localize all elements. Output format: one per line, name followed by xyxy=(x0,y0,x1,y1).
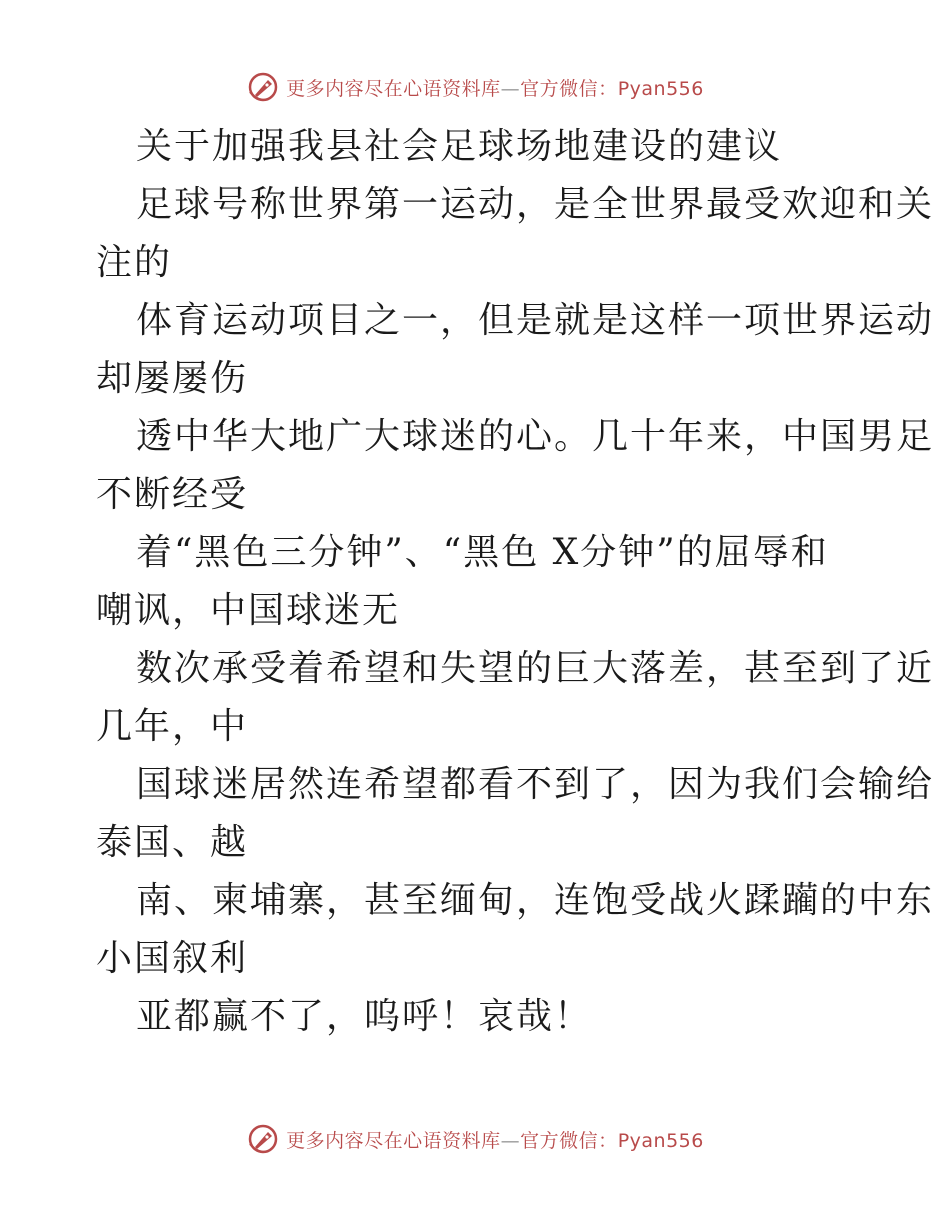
paragraph-line: 国球迷居然连希望都看不到了，因为我们会输给 xyxy=(136,764,935,805)
paragraph-line: 不断经受 xyxy=(96,474,249,515)
pen-nib-icon xyxy=(246,70,280,104)
paragraph-line: 数次承受着希望和失望的巨大落差，甚至到了近 xyxy=(136,648,935,689)
banner-separator: — xyxy=(500,1129,521,1152)
banner-separator: — xyxy=(500,77,521,100)
wechat-label: 官方微信： xyxy=(520,1129,618,1152)
paragraph-line: 小国叙利 xyxy=(96,938,249,979)
wechat-id: Pyan556 xyxy=(617,77,704,100)
document-body xyxy=(96,118,935,1046)
paragraph-line: 亚都赢不了，呜呼！哀哉！ xyxy=(136,996,593,1037)
paragraph-line: 体育运动项目之一，但是就是这样一项世界运动 xyxy=(136,300,935,341)
banner-text: 更多内容尽在心语资料库 xyxy=(286,77,501,100)
paragraph-line: 却屡屡伤 xyxy=(96,358,249,399)
wechat-id: Pyan556 xyxy=(617,1129,704,1152)
paragraph-line: 着“黑色三分钟”、“黑色 X分钟”的屈辱和 xyxy=(136,532,829,573)
paragraph-line: 泰国、越 xyxy=(96,822,249,863)
banner-text: 更多内容尽在心语资料库 xyxy=(286,1129,501,1152)
paragraph-line: 透中华大地广大球迷的心。几十年来，中国男足 xyxy=(136,416,935,457)
paragraph-line: 注的 xyxy=(96,242,173,283)
footer-watermark-banner xyxy=(0,1122,950,1156)
header-watermark-banner xyxy=(0,70,950,104)
wechat-label: 官方微信： xyxy=(520,77,618,100)
paragraph-line: 南、柬埔寨，甚至缅甸，连饱受战火蹂躏的中东 xyxy=(136,880,935,921)
paragraph-line: 嘲讽，中国球迷无 xyxy=(96,590,401,631)
pen-nib-icon xyxy=(246,1122,280,1156)
document-title: 关于加强我县社会足球场地建设的建议 xyxy=(136,126,783,167)
paragraph-line: 几年，中 xyxy=(96,706,249,747)
paragraph-line: 足球号称世界第一运动，是全世界最受欢迎和关 xyxy=(136,184,935,225)
